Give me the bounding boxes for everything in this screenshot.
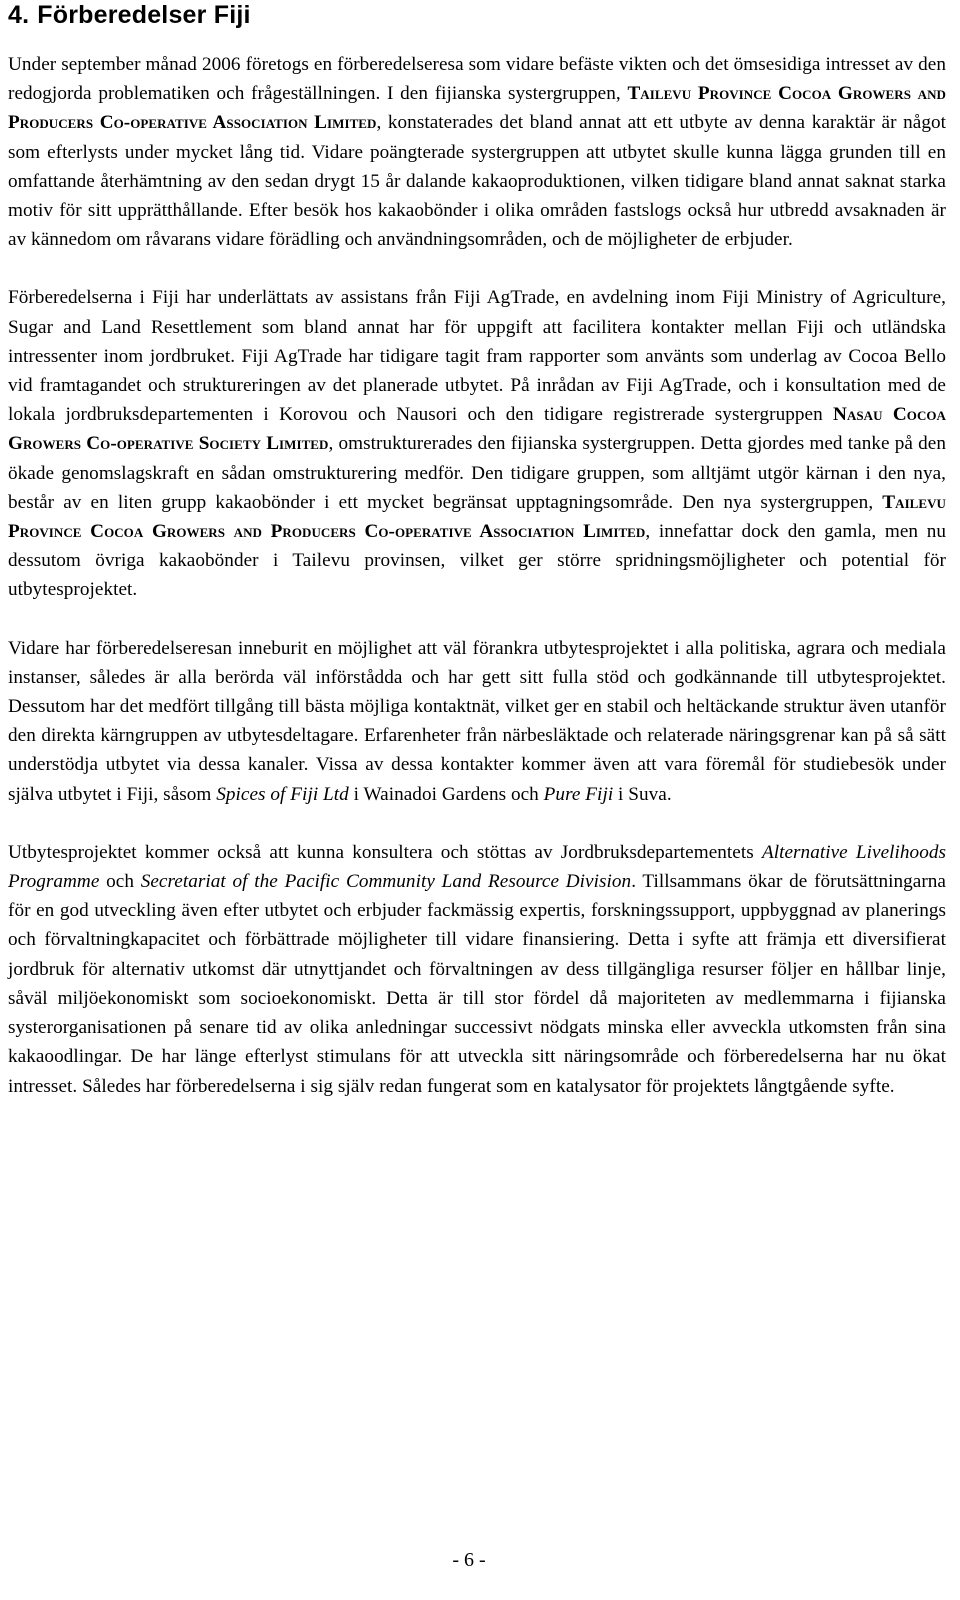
italic-name: Secretariat of the Pacific Community Land Resource Division <box>140 871 632 893</box>
paragraph-4 <box>8 838 946 1101</box>
paragraph-text: Förberedelserna i Fiji har underlättats av assistans från Fiji AgTrade, en avdelning inom Fiji Ministry of Agriculture, Sugar and Land Resettlement som bland annat har för uppgift att facilitera kontakter mellan Fiji och utländska intressenter inom jordbruket. Fiji AgTrade har tidigare tagit fram rapporter som använts som underlag av Cocoa Bello vid framtagandet och struktureringen av det planerade utbytet. På inrådan av Fiji AgTrade, och i konsultation med de lokala jordbruksdepartementen i Korovou och Nausori och den tidigare registrerade systergruppen <box>8 287 946 426</box>
paragraph-text: Vidare har förberedelseresan inneburit en möjlighet att väl förankra utbytesprojektet i alla politiska, agrara och mediala instanser, således är alla berörda väl införstådda och har gett sitt fulla stöd och godkännande till utbytesprojektet. Dessutom har det medfört tillgång till bästa möjliga kontaktnät, vilket ger en stabil och heltäckande struktur även utanför den direkta kärngruppen av utbytesdeltagare. Erfarenheter från närbesläktade och relaterade näringsgrenar kan på så sätt understödja utbytet via dessa kanaler. Vissa av dessa kontakter kommer även att vara föremål för studiebesök under själva utbytet i Fiji, såsom <box>8 637 946 805</box>
organization-name: Nasau Cocoa Growers Co-operative Society Limited <box>8 404 946 455</box>
paragraph-text: i Suva. <box>613 783 672 805</box>
italic-name: Pure Fiji <box>543 783 614 805</box>
organization-name: Tailevu Province Cocoa Growers and Producers Co-operative Association Limited <box>8 83 946 134</box>
paragraph-2 <box>8 283 946 604</box>
paragraph-text: i Wainadoi Gardens och <box>348 783 544 805</box>
paragraph-text: , omstrukturerades den fijianska systergruppen. Detta gjordes med tanke på den ökade genomslagskraft en sådan omstrukturering medför. Den tidigare gruppen, som alltjämt utgör kärnan i den nya, består av en liten grupp kakaobönder i ett mycket begränsat upptagningsområde. Den nya systergruppen, <box>8 433 946 513</box>
paragraph-text: och <box>99 871 141 893</box>
paragraph-text: , konstaterades det bland annat att ett utbyte av denna karaktär är något som efterlysts under mycket lång tid. Vidare poängterade systergruppen att utbytet skulle kunna lägga grunden till en omfattande återhämtning av den sedan drygt 15 år dalande kakaoproduktionen, vilken tidigare bland annat saknat starka motiv för sitt upprätthållande. Efter besök hos kakaobönder i olika områden fastslogs också hur utbredd avsaknaden är av kännedom om råvarans vidare förädling och användningsområden, och de möjligheter de erbjuder. <box>8 112 946 251</box>
body-text <box>8 50 946 1101</box>
italic-name: Alternative Livelihoods Programme <box>8 841 946 893</box>
page-number: - 6 - <box>452 1549 486 1571</box>
paragraph-1 <box>8 50 946 254</box>
paragraph-3 <box>8 634 946 809</box>
paragraph-text: Utbytesprojektet kommer också att kunna konsultera och stöttas av Jordbruksdepartementets <box>8 841 762 863</box>
organization-name: Tailevu Province Cocoa Growers and Producers Co-operative Association Limited <box>8 491 946 543</box>
section-title: Förberedelser Fiji <box>37 1 251 29</box>
section-number: 4. <box>8 1 30 29</box>
italic-name: Spices of Fiji Ltd <box>216 783 349 805</box>
document-page <box>8 0 946 1130</box>
section-heading <box>8 0 946 30</box>
paragraph-text: . Tillsammans ökar de förutsättningarna för en god utveckling även efter utbytet och erbjuder fackmässig expertis, forskningssupport, uppbyggnad av planerings och förvaltningkapacitet och förbättrade möjligheter till vidare finansiering. Detta i syfte att främja ett diversifierat jordbruk för alternativ utkomst där utnyttjandet och förvaltningen av dess tillgängliga resurser följer en hållbar linje, såväl miljöekonomiskt som socioekonomiskt. Detta är till stor fördel då majoriteten av medlemmarna i fijianska systerorganisationen på senare tid av olika anledningar successivt nödgats minska eller avveckla utkomsten från sina kakaoodlingar. De har länge efterlyst stimulans för att utveckla sitt näringsområde och förberedelserna har nu ökat intresset. Således har förberedelserna i sig själv redan fungerat som en katalysator för projektets långtgående syfte. <box>8 871 946 1097</box>
paragraph-text: Under september månad 2006 företogs en förberedelseresa som vidare befäste vikten och det ömsesidiga intresset av den redogjorda problematiken och frågeställningen. I den fijianska systergruppen, <box>8 54 946 105</box>
paragraph-text: , innefattar dock den gamla, men nu dessutom övriga kakaobönder i Tailevu provinsen, vilket ger större spridningsmöjligheter och potential för utbytesprojektet. <box>8 521 946 601</box>
